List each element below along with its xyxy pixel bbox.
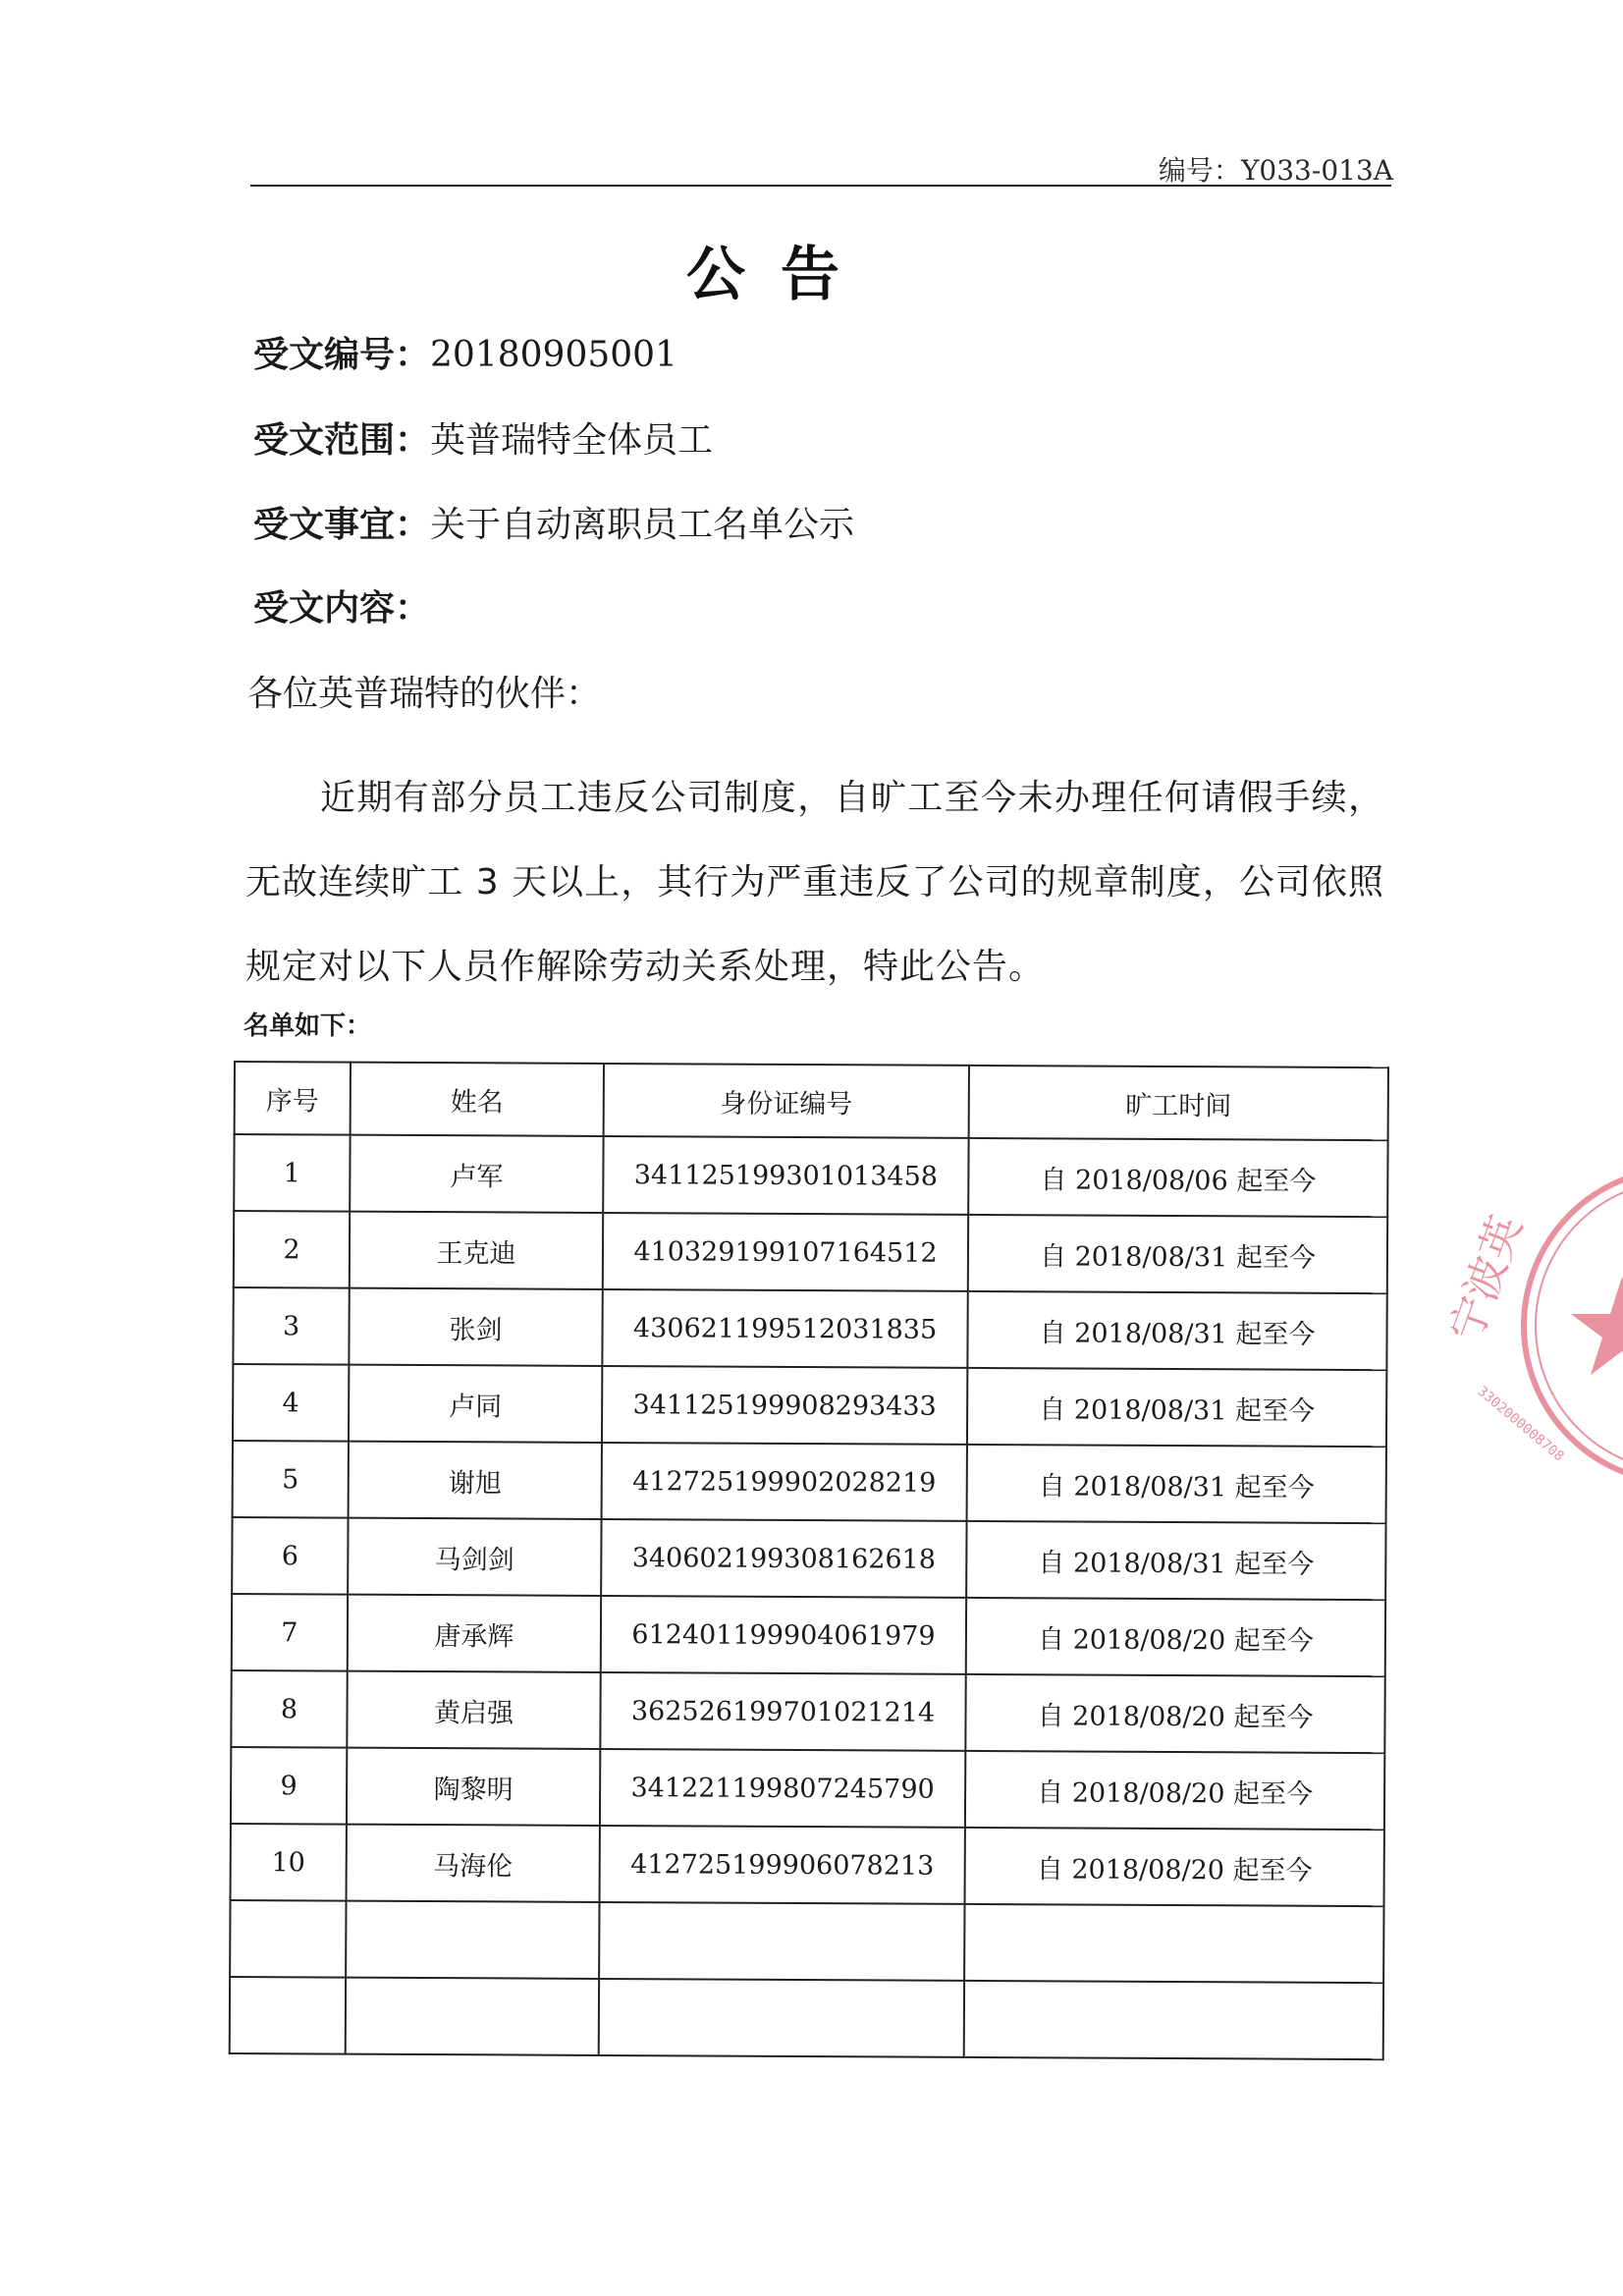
date-value: 2018/08/20 xyxy=(1071,1777,1225,1809)
date-value: 2018/08/20 xyxy=(1071,1853,1225,1886)
cell-id: 340602199308162618 xyxy=(601,1519,966,1598)
header-divider xyxy=(250,185,1391,187)
cell-id: 612401199904061979 xyxy=(601,1596,966,1674)
date-prefix: 自 xyxy=(1037,1777,1064,1808)
field-label: 受文内容： xyxy=(253,588,431,629)
seal-text: 宁波英 xyxy=(1440,1209,1533,1348)
date-prefix: 自 xyxy=(1036,1853,1063,1885)
cell-id: 410329199107164512 xyxy=(603,1213,968,1291)
table-row xyxy=(234,1211,1387,1293)
cell-number: 1 xyxy=(234,1134,350,1212)
blank-cell xyxy=(599,1902,964,1981)
cell-id: 341221199807245790 xyxy=(600,1749,965,1828)
date-value: 2018/08/31 xyxy=(1074,1317,1227,1349)
cell-id: 341125199908293433 xyxy=(602,1366,967,1445)
cell-number: 9 xyxy=(231,1747,347,1825)
cell-number: 4 xyxy=(233,1364,349,1442)
greeting: 各位英普瑞特的伙伴： xyxy=(247,674,602,714)
cell-absence xyxy=(966,1521,1385,1600)
date-suffix: 起至今 xyxy=(1232,1854,1313,1886)
blank-cell xyxy=(964,1981,1383,2059)
date-suffix: 起至今 xyxy=(1233,1624,1314,1657)
header-cell-number: 序号 xyxy=(235,1062,351,1135)
table-row-blank xyxy=(230,1900,1383,1983)
date-prefix: 自 xyxy=(1038,1547,1065,1578)
cell-id: 362526199701021214 xyxy=(600,1672,965,1751)
header-cell-id: 身份证编号 xyxy=(604,1064,969,1138)
date-value: 2018/08/20 xyxy=(1072,1700,1225,1732)
table-row xyxy=(231,1747,1384,1830)
field-value: 英普瑞特全体员工 xyxy=(430,420,714,461)
cell-name: 谢旭 xyxy=(349,1442,602,1519)
document-number xyxy=(1159,149,1393,189)
date-prefix: 自 xyxy=(1037,1700,1064,1731)
cell-absence xyxy=(967,1445,1386,1523)
blank-cell xyxy=(346,1901,599,1979)
date-prefix: 自 xyxy=(1039,1317,1066,1348)
company-seal xyxy=(1426,1159,1623,1493)
cell-name: 卢军 xyxy=(350,1135,603,1213)
cell-id: 430621199512031835 xyxy=(602,1289,967,1368)
field-scope xyxy=(253,419,713,463)
date-value: 2018/08/31 xyxy=(1073,1394,1227,1426)
table-body xyxy=(230,1134,1388,2059)
table-row xyxy=(231,1824,1384,1906)
seal-number: 3302000008708 xyxy=(1474,1383,1567,1465)
date-value: 2018/08/31 xyxy=(1072,1547,1226,1579)
table-row xyxy=(233,1287,1386,1370)
cell-absence xyxy=(965,1828,1384,1906)
cell-id: 341125199301013458 xyxy=(603,1136,968,1215)
field-subject xyxy=(253,504,854,547)
cell-number: 8 xyxy=(231,1670,347,1748)
field-value: 关于自动离职员工名单公示 xyxy=(430,505,855,545)
body-paragraph: 近期有部分员工违反公司制度，自旷工至今未办理任何请假手续，无故连续旷工 3 天以上，其行为严重违反了公司的规章制度，公司依照规定对以下人员作解除劳动关系处理，特此公告。 xyxy=(245,778,1384,987)
cell-number: 5 xyxy=(233,1441,349,1518)
date-suffix: 起至今 xyxy=(1234,1471,1315,1503)
field-value: 20180905001 xyxy=(430,335,677,375)
cell-absence xyxy=(965,1674,1384,1753)
cell-name: 黄启强 xyxy=(347,1671,600,1749)
cell-absence xyxy=(967,1368,1386,1447)
document-number-value: Y033-013A xyxy=(1240,154,1393,187)
table-row xyxy=(233,1441,1386,1523)
cell-name: 马海伦 xyxy=(347,1825,600,1902)
table-row xyxy=(232,1594,1385,1676)
cell-name: 卢同 xyxy=(349,1365,602,1443)
cell-id: 412725199906078213 xyxy=(600,1826,965,1904)
blank-cell xyxy=(346,1978,599,2055)
seal-star-icon xyxy=(1571,1277,1623,1375)
date-value: 2018/08/06 xyxy=(1074,1164,1228,1196)
cell-number: 3 xyxy=(233,1287,349,1365)
date-suffix: 起至今 xyxy=(1234,1394,1316,1427)
cell-absence xyxy=(966,1598,1385,1676)
blank-cell xyxy=(964,1904,1383,1983)
date-prefix: 自 xyxy=(1039,1394,1066,1425)
table-row-blank xyxy=(230,1977,1383,2059)
page-title: 公告 xyxy=(686,241,875,309)
cell-name: 王克迪 xyxy=(350,1212,603,1289)
field-label: 受文编号： xyxy=(253,335,431,375)
header-cell-name: 姓名 xyxy=(351,1063,604,1136)
employee-table xyxy=(229,1061,1389,2060)
table-row xyxy=(234,1134,1387,1217)
document-number-label: 编号： xyxy=(1158,154,1241,187)
header-cell-absence: 旷工时间 xyxy=(969,1066,1388,1140)
cell-absence xyxy=(967,1291,1386,1370)
cell-number: 6 xyxy=(232,1517,348,1595)
date-value: 2018/08/31 xyxy=(1074,1240,1228,1273)
cell-name: 马剑剑 xyxy=(348,1518,601,1596)
cell-absence xyxy=(968,1138,1387,1217)
table-row xyxy=(231,1670,1384,1753)
cell-name: 张剑 xyxy=(349,1288,602,1366)
cell-absence xyxy=(965,1751,1384,1830)
field-label: 受文事宜： xyxy=(253,505,431,545)
cell-number: 2 xyxy=(234,1211,350,1288)
date-suffix: 起至今 xyxy=(1235,1241,1316,1274)
blank-cell xyxy=(230,1900,346,1978)
date-suffix: 起至今 xyxy=(1234,1548,1315,1580)
table-row xyxy=(233,1364,1386,1447)
date-suffix: 起至今 xyxy=(1233,1701,1314,1733)
date-value: 2018/08/31 xyxy=(1073,1470,1227,1503)
field-doc-number xyxy=(253,334,677,377)
cell-number: 7 xyxy=(232,1594,348,1671)
list-label: 名单如下： xyxy=(243,1011,372,1041)
date-suffix: 起至今 xyxy=(1236,1165,1317,1197)
blank-cell xyxy=(230,1977,346,2054)
date-suffix: 起至今 xyxy=(1235,1318,1316,1350)
cell-absence xyxy=(968,1215,1387,1293)
cell-number: 10 xyxy=(231,1824,347,1901)
date-suffix: 起至今 xyxy=(1232,1777,1314,1810)
cell-name: 唐承辉 xyxy=(348,1595,601,1672)
field-content xyxy=(253,587,430,630)
date-value: 2018/08/20 xyxy=(1072,1623,1226,1656)
date-prefix: 自 xyxy=(1039,1240,1067,1272)
table-header-row xyxy=(235,1062,1388,1140)
date-prefix: 自 xyxy=(1038,1470,1065,1502)
cell-name: 陶黎明 xyxy=(347,1748,600,1826)
date-prefix: 自 xyxy=(1040,1164,1067,1195)
field-label: 受文范围： xyxy=(253,420,431,461)
cell-id: 412725199902028219 xyxy=(602,1443,967,1521)
blank-cell xyxy=(599,1979,964,2057)
date-prefix: 自 xyxy=(1037,1623,1065,1655)
table-row xyxy=(232,1517,1385,1600)
